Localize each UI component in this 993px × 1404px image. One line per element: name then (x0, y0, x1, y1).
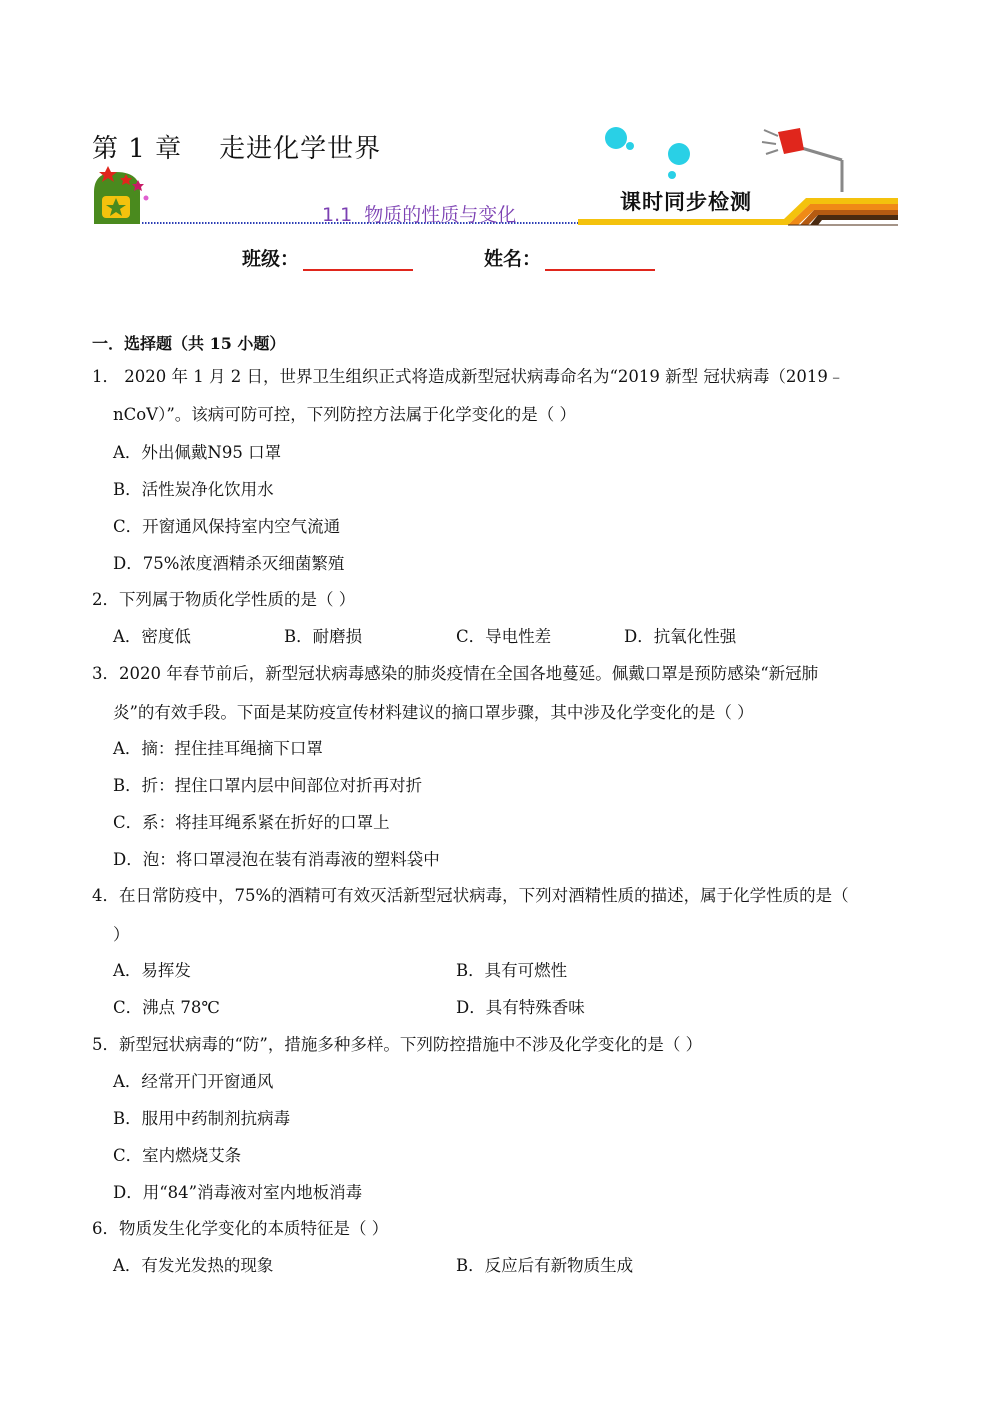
option-a: A．摘：捏住挂耳绳摘下口罩 (113, 739, 323, 758)
option-c: C．沸点 78℃ (113, 998, 220, 1017)
option-a: A．经常开门开窗通风 (113, 1072, 274, 1091)
chapter-title: 第 1 章 走进化学世界 (92, 134, 382, 164)
option-d: D．75%浓度酒精杀灭细菌繁殖 (113, 554, 345, 573)
star-badge-icon (94, 166, 149, 224)
option-b: B．耐磨损 (284, 627, 363, 646)
option-d: D．用“84”消毒液对室内地板消毒 (113, 1183, 363, 1202)
question-stem: 3．2020 年春节前后，新型冠状病毒感染的肺炎疫情在全国各地蔓延。佩戴口罩是预防感染“新冠肺 (92, 664, 819, 683)
question-stem: 6．物质发生化学变化的本质特征是（ ） (92, 1219, 389, 1238)
option-a: A．易挥发 (113, 961, 191, 980)
option-b: B．折：捏住口罩内层中间部位对折再对折 (113, 776, 423, 795)
question-stem: 2．下列属于物质化学性质的是（ ） (92, 590, 356, 609)
option-a: A．密度低 (113, 627, 191, 646)
bubble-icon (668, 143, 690, 165)
option-b: B．反应后有新物质生成 (456, 1256, 634, 1275)
question-stem: 炎”的有效手段。下面是某防疫宣传材料建议的摘口罩步骤，其中涉及化学变化的是（ ） (113, 703, 754, 722)
section-heading: 一．选择题（共 15 小题） (92, 334, 286, 353)
name-field (484, 244, 655, 271)
name-blank[interactable] (545, 249, 655, 271)
bubble-icon (605, 127, 627, 149)
question-stem: 5．新型冠状病毒的“防”，措施多种多样。下列防控措施中不涉及化学变化的是（ ） (92, 1035, 703, 1054)
option-c: C．导电性差 (456, 627, 552, 646)
bubble-icon (626, 142, 634, 150)
lamp-icon (762, 128, 842, 192)
sync-check-label: 课时同步检测 (620, 190, 752, 214)
bubble-icon (668, 171, 676, 179)
option-b: B．活性炭净化饮用水 (113, 480, 274, 499)
question-stem: nCoV）”。该病可防可控，下列防控方法属于化学变化的是（ ） (113, 405, 577, 424)
class-field (242, 244, 413, 271)
option-c: C．系：将挂耳绳系紧在折好的口罩上 (113, 813, 390, 832)
question-stem: 1． 2020 年 1 月 2 日，世界卫生组织正式将造成新型冠状病毒命名为“2019 新型 冠状病毒（2019﹣ (92, 367, 845, 386)
option-b: B．具有可燃性 (456, 961, 568, 980)
option-a: A．外出佩戴N95 口罩 (113, 443, 282, 462)
name-label: 姓名： (484, 248, 542, 270)
question-stem: 4．在日常防疫中，75%的酒精可有效灭活新型冠状病毒，下列对酒精性质的描述，属于化学性质的是（ (92, 886, 849, 905)
class-blank[interactable] (303, 249, 413, 271)
class-label: 班级： (242, 248, 300, 270)
option-c: C．开窗通风保持室内空气流通 (113, 517, 341, 536)
option-c: C．室内燃烧艾条 (113, 1146, 242, 1165)
option-d: D．具有特殊香味 (456, 998, 585, 1017)
option-d: D．泡：将口罩浸泡在装有消毒液的塑料袋中 (113, 850, 440, 869)
lesson-title: 1.1 物质的性质与变化 (322, 204, 517, 226)
option-b: B．服用中药制剂抗病毒 (113, 1109, 291, 1128)
question-stem: ） (113, 925, 130, 944)
option-d: D．抗氧化性强 (624, 627, 737, 646)
option-a: A．有发光发热的现象 (113, 1256, 274, 1275)
